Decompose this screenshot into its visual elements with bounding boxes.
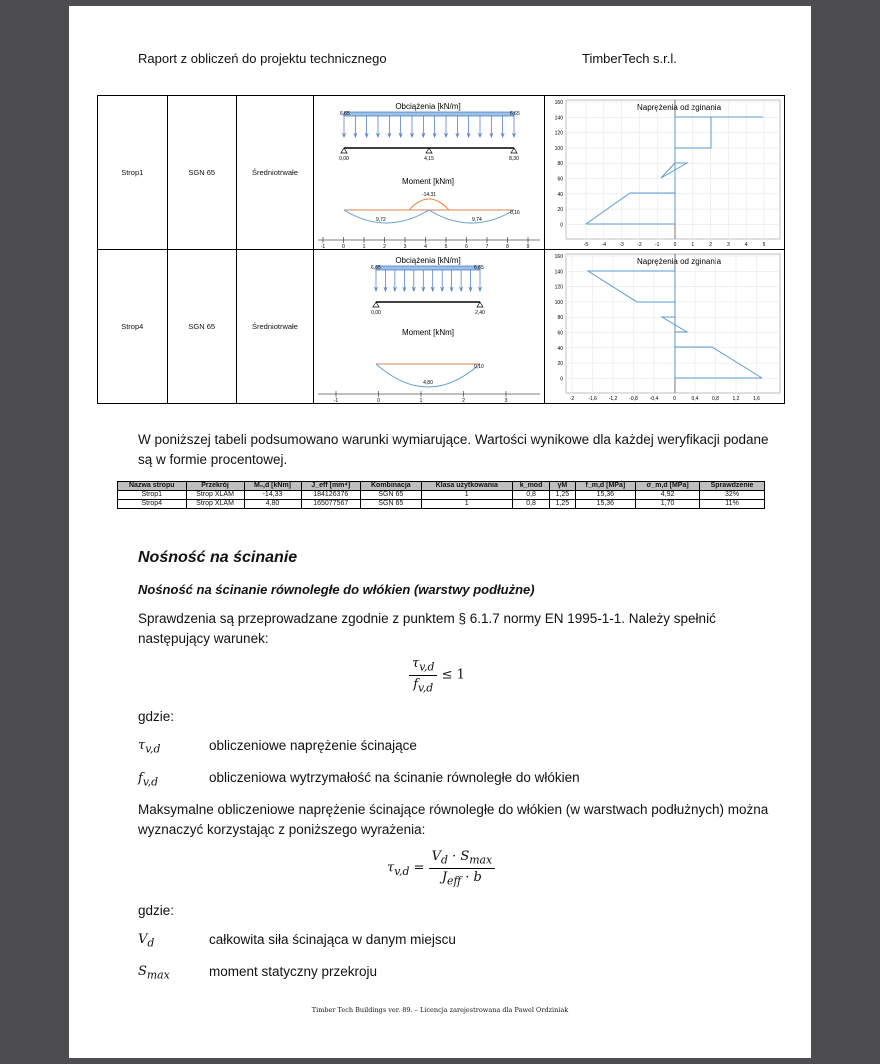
tick-label: -1 xyxy=(654,242,660,248)
load-duration: Średniotrwałe xyxy=(236,96,313,250)
summary-cell: Strop XLAM xyxy=(186,491,244,500)
tick-label: 0,4 xyxy=(691,396,699,402)
tick-label: 20 xyxy=(557,361,563,368)
stress-diagram xyxy=(545,96,785,250)
summary-cell: 4,92 xyxy=(636,491,700,500)
symbol-v: $V_d$ xyxy=(138,932,155,950)
stress-title: Naprężenia od zginania xyxy=(636,103,722,112)
moment-title: Moment [kNm] xyxy=(401,328,454,337)
paragraph-1: Sprawdzenia są przeprowadzane zgodnie z punktem § 6.1.7 normy EN 1995-1-1. Należy spełnić następujący warunek: xyxy=(138,611,716,646)
tick-label: 80 xyxy=(557,315,563,322)
load-duration: Średniotrwałe xyxy=(236,250,313,404)
tick-label: 8 xyxy=(506,244,509,249)
load-arrows xyxy=(342,116,515,137)
distributed-load xyxy=(376,266,480,270)
definition-v: całkowita siła ścinająca w danym miejscu xyxy=(209,932,456,947)
tick-label: 7 xyxy=(485,244,489,249)
tick-label: 6 xyxy=(465,244,468,249)
tick-label: -1 xyxy=(333,398,339,403)
tick-label: -1,6 xyxy=(588,396,597,402)
report-title: Raport z obliczeń do projektu technicznego xyxy=(138,51,387,66)
summary-header-cell: J_eff [mm⁴] xyxy=(301,482,361,491)
pos-1: 2,40 xyxy=(475,310,485,316)
tick-label: 5 xyxy=(444,244,448,249)
tick-label: 60 xyxy=(557,176,563,183)
tick-label: 4 xyxy=(424,244,427,249)
pos-0: 0,00 xyxy=(339,156,349,162)
summary-cell: SGN 65 xyxy=(361,491,422,500)
tick-label: 2 xyxy=(383,244,386,249)
report-page xyxy=(69,6,811,1058)
summary-cell: 15,36 xyxy=(575,500,636,509)
table-row xyxy=(98,250,785,404)
tick-label: 0 xyxy=(673,242,677,248)
tick-label: 1,2 xyxy=(732,396,740,402)
moment-bottom: 4,80 xyxy=(423,380,433,386)
tick-label: 160 xyxy=(554,254,563,260)
stress-title: Naprężenia od zginania xyxy=(636,257,722,266)
load-right-value: 6,65 xyxy=(509,111,520,117)
load-moment-diagram xyxy=(313,250,544,404)
load-moment-svg-1 xyxy=(314,96,544,249)
formula-2: $\tau_{v,d}$ = $\frac{V_d \cdot S_{max}}{J_{eff} \cdot b}$ xyxy=(387,849,495,887)
summary-header-cell: f_m,d [MPa] xyxy=(575,482,636,491)
summary-header-cell: Klasa użytkowania xyxy=(421,482,512,491)
moment-curve-positive xyxy=(344,210,514,223)
y-ticks xyxy=(555,254,780,382)
stress-svg-2 xyxy=(545,250,784,403)
tick-label: 160 xyxy=(554,100,563,106)
tick-label: 60 xyxy=(557,330,563,337)
tick-label: 20 xyxy=(557,207,563,214)
x-ticks xyxy=(334,391,508,403)
moment-curve-negative xyxy=(409,199,449,210)
summary-cell: 15,36 xyxy=(575,491,636,500)
loads-title: Obciążenia [kN/m] xyxy=(395,256,461,265)
summary-cell: 1,25 xyxy=(550,491,575,500)
symbol-tau: $\tau_{v,d}$ xyxy=(138,738,161,756)
summary-cell: Strop XLAM xyxy=(186,500,244,509)
load-left-value: 6,65 xyxy=(339,111,350,117)
x-ticks xyxy=(570,254,760,402)
tick-label: 140 xyxy=(554,115,563,122)
summary-header-cell: Przekrój xyxy=(186,482,244,491)
tick-label: 140 xyxy=(554,269,563,276)
tick-label: 1,6 xyxy=(753,396,760,402)
summary-cell: 32% xyxy=(700,491,765,500)
summary-cell: Strop1 xyxy=(118,491,187,500)
tick-label: -5 xyxy=(583,242,589,248)
summary-cell: 11% xyxy=(700,500,765,509)
summary-cell: SGN 65 xyxy=(361,500,422,509)
table-row xyxy=(98,96,785,250)
tick-label: 40 xyxy=(557,191,563,198)
summary-cell: -14,33 xyxy=(244,491,301,500)
tick-label: 100 xyxy=(554,299,563,306)
summary-intro: W poniższej tabeli podsumowano warunki wymiarujące. Wartości wynikowe dla każdej weryfikacji podane są w formie procentowej. xyxy=(138,432,769,467)
plot-area xyxy=(566,100,780,239)
table-row xyxy=(118,491,765,500)
tick-label: 0 xyxy=(560,222,563,229)
tick-label: -1 xyxy=(320,244,326,249)
summary-body xyxy=(118,491,765,509)
symbol-f: $f_{v,d}$ xyxy=(138,771,159,789)
floor-name: Strop1 xyxy=(98,96,168,250)
tick-label: -1,2 xyxy=(608,396,618,402)
moment-end: 0,16 xyxy=(509,210,520,216)
tick-label: -0,8 xyxy=(629,396,638,402)
tick-label: -4 xyxy=(601,242,607,248)
distributed-load xyxy=(344,112,514,116)
symbol-s: $S_{max}$ xyxy=(138,964,170,982)
combination: SGN 65 xyxy=(167,96,236,250)
tick-label: 9 xyxy=(526,244,530,249)
table-row xyxy=(118,500,765,509)
load-moment-diagram xyxy=(313,96,544,250)
moment-peak: -14,31 xyxy=(421,192,437,198)
moment-title: Moment [kNm] xyxy=(401,177,454,186)
tick-label: 120 xyxy=(554,130,563,137)
stress-svg-1 xyxy=(545,96,784,249)
tick-label: 120 xyxy=(554,284,563,291)
tick-label: 100 xyxy=(554,145,563,152)
tick-label: -3 xyxy=(619,242,624,248)
tick-label: 1 xyxy=(691,242,695,248)
tick-label: 5 xyxy=(762,242,766,248)
moment-left: 9,72 xyxy=(375,217,386,223)
tick-label: 40 xyxy=(557,345,563,352)
stress-line xyxy=(586,117,763,224)
summary-cell: 1,25 xyxy=(550,500,575,509)
tick-label: -2 xyxy=(637,242,642,248)
summary-cell: 0,8 xyxy=(512,491,549,500)
tick-label: 80 xyxy=(557,161,563,168)
load-moment-svg-2 xyxy=(314,250,544,403)
tick-label: 3 xyxy=(403,244,407,249)
where-label-2: gdzie: xyxy=(138,903,175,918)
tick-label: 3 xyxy=(727,242,730,248)
tick-label: -0,4 xyxy=(649,396,659,402)
tick-label: 2 xyxy=(462,398,465,403)
x-ticks xyxy=(321,237,530,249)
where-label-1: gdzie: xyxy=(138,709,175,724)
pos-1: 4,15 xyxy=(424,156,434,162)
load-left-value: 6,65 xyxy=(370,265,381,271)
summary-header-cell: k_mod xyxy=(512,482,549,491)
combination: SGN 65 xyxy=(167,250,236,404)
summary-header-cell: Kombinacja xyxy=(361,482,422,491)
definition-s: moment statyczny przekroju xyxy=(209,964,378,979)
tick-label: 0,8 xyxy=(712,396,719,402)
summary-cell: 1 xyxy=(421,500,512,509)
summary-header-cell: γM xyxy=(550,482,575,491)
section-subtitle: Nośność na ścinanie równoległe do włókien (warstwy podłużne) xyxy=(138,582,535,597)
summary-header-row xyxy=(118,482,765,491)
tick-label: 1 xyxy=(419,398,423,403)
definition-f: obliczeniowa wytrzymałość na ścinanie równoległe do włókien xyxy=(209,770,580,785)
summary-header-cell: M₀,d [kNm] xyxy=(244,482,301,491)
summary-table xyxy=(117,481,765,509)
tick-label: 4 xyxy=(744,242,748,248)
definition-tau: obliczeniowe naprężenie ścinające xyxy=(209,738,417,753)
summary-cell: 0,8 xyxy=(512,500,549,509)
tick-label: 0 xyxy=(673,396,676,402)
results-table xyxy=(97,95,785,404)
tick-label: 0 xyxy=(560,376,563,383)
pos-2: 8,30 xyxy=(509,156,519,162)
tick-label: 0 xyxy=(342,244,345,249)
summary-cell: 184126376 xyxy=(301,491,361,500)
summary-header-cell: Sprawdzenie xyxy=(700,482,765,491)
paragraph-2: Maksymalne obliczeniowe naprężenie ścinające równoległe do włókien (w warstwach podłużnych) można wyznaczyć korzystając z poniższego wyrażenia: xyxy=(138,802,769,837)
tick-label: 3 xyxy=(504,398,508,403)
stress-diagram xyxy=(545,250,785,404)
tick-label: 0 xyxy=(377,398,380,403)
summary-cell: 4,80 xyxy=(244,500,301,509)
tick-label: -2 xyxy=(569,396,575,402)
summary-cell: 1 xyxy=(421,491,512,500)
section-title: Nośność na ścinanie xyxy=(138,549,298,566)
summary-header-cell: σ_m,d [MPa] xyxy=(636,482,700,491)
summary-cell: Strop4 xyxy=(118,500,187,509)
footer: Timber Tech Buildings ver. 89. – Licencja zarejestrowana dla Pawel Ordziniak xyxy=(311,1006,569,1014)
loads-title: Obciążenia [kN/m] xyxy=(395,102,461,111)
tick-label: 2 xyxy=(709,242,712,248)
pos-0: 0,00 xyxy=(371,310,381,316)
load-right-value: 6,65 xyxy=(473,265,484,271)
company-name: TimberTech s.r.l. xyxy=(582,51,677,66)
moment-end: 0,10 xyxy=(473,364,484,370)
formula-1: $\frac{\tau_{v,d}}{f_{v,d}}$ ≤ 1 xyxy=(409,656,465,694)
summary-cell: 165077567 xyxy=(301,500,361,509)
summary-cell: 1,70 xyxy=(636,500,700,509)
tick-label: 1 xyxy=(362,244,366,249)
moment-right: 9,74 xyxy=(471,217,482,223)
load-arrows xyxy=(374,270,481,291)
summary-header-cell: Nazwa stropu xyxy=(118,482,187,491)
floor-name: Strop4 xyxy=(98,250,168,404)
